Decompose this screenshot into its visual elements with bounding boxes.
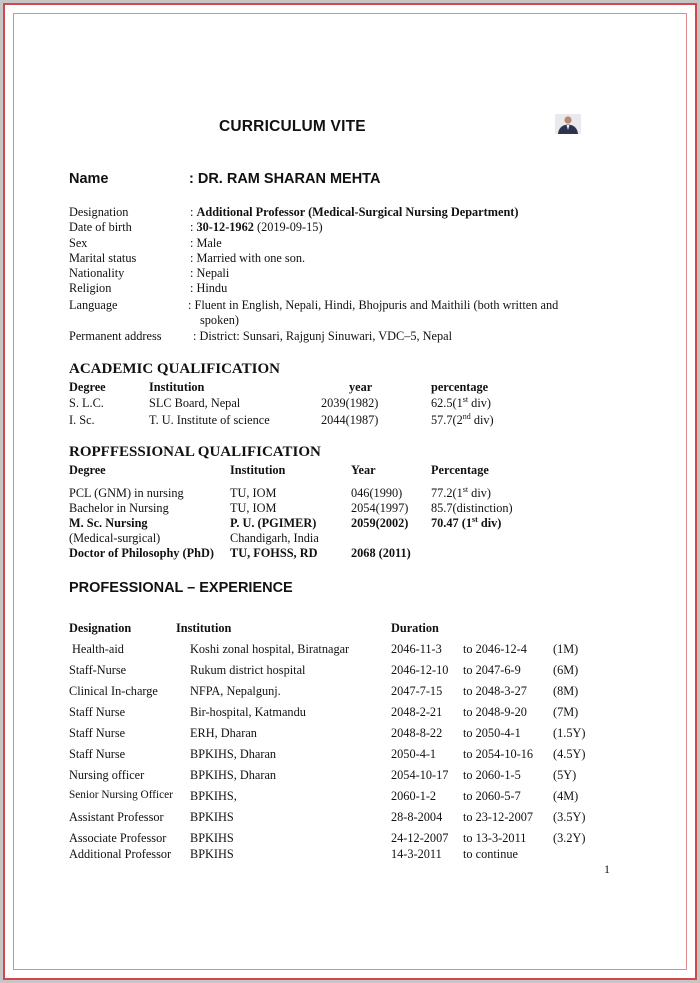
pq-bachelor-institution: TU, IOM [230,501,277,515]
religion-value: : Hindu [190,281,228,295]
exp-row-to: to 2048-3-27 [463,684,527,698]
pq-header-year: Year [351,463,376,477]
pq-bachelor-degree: Bachelor in Nursing [69,501,169,515]
pq-phd-year: 2068 (2011) [351,546,411,560]
exp-row-from: 24-12-2007 [391,831,449,845]
dob-date: 30-12-1962 [196,220,254,234]
academic-row-degree: I. Sc. [69,413,95,427]
academic-row-institution: SLC Board, Nepal [149,396,241,410]
pct-end: div) [470,413,494,427]
exp-row-from: 2046-11-3 [391,642,442,656]
exp-row-institution: BPKIHS, Dharan [190,747,277,761]
profile-photo [555,114,581,134]
pct-sup: nd [462,411,471,421]
academic-heading: ACADEMIC QUALIFICATION [69,361,280,377]
designation-text: Additional Professor (Medical-Surgical Nursing Department) [196,205,519,219]
name-label: Name [69,171,109,187]
name-value: : DR. RAM SHARAN MEHTA [189,171,381,187]
pq-bachelor-percentage: 85.7(distinction) [431,501,513,515]
dob-extra: (2019-09-15) [256,220,323,234]
dob-label: Date of birth [69,220,132,234]
exp-row-length: (1.5Y) [553,726,586,740]
marital-value: : Married with one son. [190,251,306,265]
academic-row-percentage [431,396,491,411]
designation-value: : Additional Professor (Medical-Surgical Nursing Department) [190,205,519,219]
exp-row-institution: Rukum district hospital [190,663,306,677]
pct-main: 77.2(1 [431,486,463,500]
exp-row-to: to 2060-5-7 [463,789,521,803]
pct-end: div) [477,516,502,530]
pq-msc-institution: P. U. (PGIMER) [230,516,317,530]
exp-row-institution: BPKIHS, Dharan [190,768,277,782]
exp-row-length: (7M) [553,705,579,719]
sex-value: : Male [190,236,222,250]
page-number: 1 [604,862,610,876]
pq-msc-percentage [431,516,501,531]
nationality-label: Nationality [69,266,125,280]
exp-row-length: (5Y) [553,768,577,782]
exp-row-designation: Staff-Nurse [69,663,127,677]
academic-header-degree: Degree [69,380,106,394]
exp-row-designation: Additional Professor [69,847,172,861]
pct-sup: st [472,514,478,524]
experience-heading: PROFESSIONAL – EXPERIENCE [69,580,293,596]
language-label: Language [69,298,118,312]
exp-row-from: 2046-12-10 [391,663,449,677]
professional-qual-heading: ROPFFESSIONAL QUALIFICATION [69,444,321,460]
pq-pcl-institution: TU, IOM [230,486,277,500]
exp-row-designation: Staff Nurse [69,747,126,761]
exp-row-from: 2047-7-15 [391,684,443,698]
exp-row-from: 2048-8-22 [391,726,443,740]
nationality-value: : Nepali [190,266,230,280]
pq-pcl-degree: PCL (GNM) in nursing [69,486,184,500]
pct-sup: st [462,394,469,404]
exp-header-duration: Duration [391,621,439,635]
exp-row-institution: ERH, Dharan [190,726,257,740]
pq-phd-institution: TU, FOHSS, RD [230,546,318,560]
address-value: : District: Sunsari, Rajgunj Sinuwari, VDC–5, Nepal [193,329,453,343]
dob-value: : 30-12-1962 (2019-09-15) [190,220,323,234]
exp-row-from: 2054-10-17 [391,768,449,782]
address-label: Permanent address [69,329,162,343]
exp-header-institution: Institution [176,621,232,635]
exp-row-designation: Assistant Professor [69,810,164,824]
marital-label: Marital status [69,251,137,265]
exp-row-institution: NFPA, Nepalgunj. [190,684,281,698]
exp-row-length: (3.5Y) [553,810,586,824]
pq-header-percentage: Percentage [431,463,489,477]
exp-row-from: 2048-2-21 [391,705,443,719]
exp-row-from: 14-3-2011 [391,847,442,861]
exp-row-length: (3.2Y) [553,831,586,845]
exp-row-institution: BPKIHS [190,831,234,845]
pq-pcl-percentage [431,486,491,501]
academic-header-percentage: percentage [431,380,489,394]
exp-row-designation: Staff Nurse [69,705,126,719]
exp-row-institution: Bir-hospital, Katmandu [190,705,306,719]
exp-row-designation: Health-aid [72,642,124,656]
pct-end: div) [468,396,491,410]
pct-main: 62.5(1 [431,396,463,410]
pq-msc-year: 2059(2002) [351,516,409,530]
document-title: CURRICULUM VITE [219,118,366,135]
pct-main: 70.47 (1 [431,516,472,530]
exp-row-designation: Associate Professor [69,831,167,845]
exp-row-designation: Senior Nursing Officer [69,789,173,801]
exp-row-institution: BPKIHS, [190,789,237,803]
pq-msc-sub-degree: (Medical-surgical) [69,531,161,545]
exp-row-institution: BPKIHS [190,810,234,824]
pq-header-degree: Degree [69,463,106,477]
exp-header-designation: Designation [69,621,132,635]
exp-row-length: (4M) [553,789,579,803]
exp-row-institution: BPKIHS [190,847,234,861]
exp-row-designation: Staff Nurse [69,726,126,740]
academic-row-degree: S. L.C. [69,396,104,410]
language-value-line1: : Fluent in English, Nepali, Hindi, Bhojpuris and Maithili (both written and [188,298,559,312]
exp-row-to: to 23-12-2007 [463,810,534,824]
exp-row-length: (6M) [553,663,579,677]
exp-row-to: to 2047-6-9 [463,663,521,677]
pq-bachelor-year: 2054(1997) [351,501,409,515]
exp-row-to: to 13-3-2011 [463,831,527,845]
exp-row-from: 2060-1-2 [391,789,437,803]
designation-label: Designation [69,205,129,219]
pct-main: 57.7(2 [431,413,463,427]
language-value-line2: spoken) [200,313,239,327]
exp-row-to: to 2046-12-4 [463,642,527,656]
exp-row-length: (1M) [553,642,579,656]
exp-row-to: to 2048-9-20 [463,705,527,719]
exp-row-designation: Clinical In-charge [69,684,158,698]
exp-row-length: (8M) [553,684,579,698]
academic-row-year: 2039(1982) [321,396,379,410]
pct-sup: st [462,484,469,494]
sex-label: Sex [69,236,88,250]
pq-msc-sub-institution: Chandigarh, India [230,531,319,545]
pct-end: div) [468,486,491,500]
exp-row-to: to 2054-10-16 [463,747,534,761]
religion-label: Religion [69,281,112,295]
pq-phd-degree: Doctor of Philosophy (PhD) [69,546,214,560]
exp-row-from: 28-8-2004 [391,810,443,824]
academic-row-percentage [431,413,494,428]
pq-msc-degree: M. Sc. Nursing [69,516,148,530]
exp-row-length: (4.5Y) [553,747,586,761]
exp-row-to: to 2050-4-1 [463,726,521,740]
exp-row-from: 2050-4-1 [391,747,437,761]
academic-row-institution: T. U. Institute of science [149,413,270,427]
exp-row-institution: Koshi zonal hospital, Biratnagar [190,642,350,656]
academic-row-year: 2044(1987) [321,413,379,427]
exp-row-to: to continue [463,847,518,861]
pq-pcl-year: 046(1990) [351,486,403,500]
academic-header-institution: Institution [149,380,205,394]
exp-row-designation: Nursing officer [69,768,145,782]
exp-row-to: to 2060-1-5 [463,768,521,782]
pq-header-institution: Institution [230,463,286,477]
academic-header-year: year [349,380,373,394]
